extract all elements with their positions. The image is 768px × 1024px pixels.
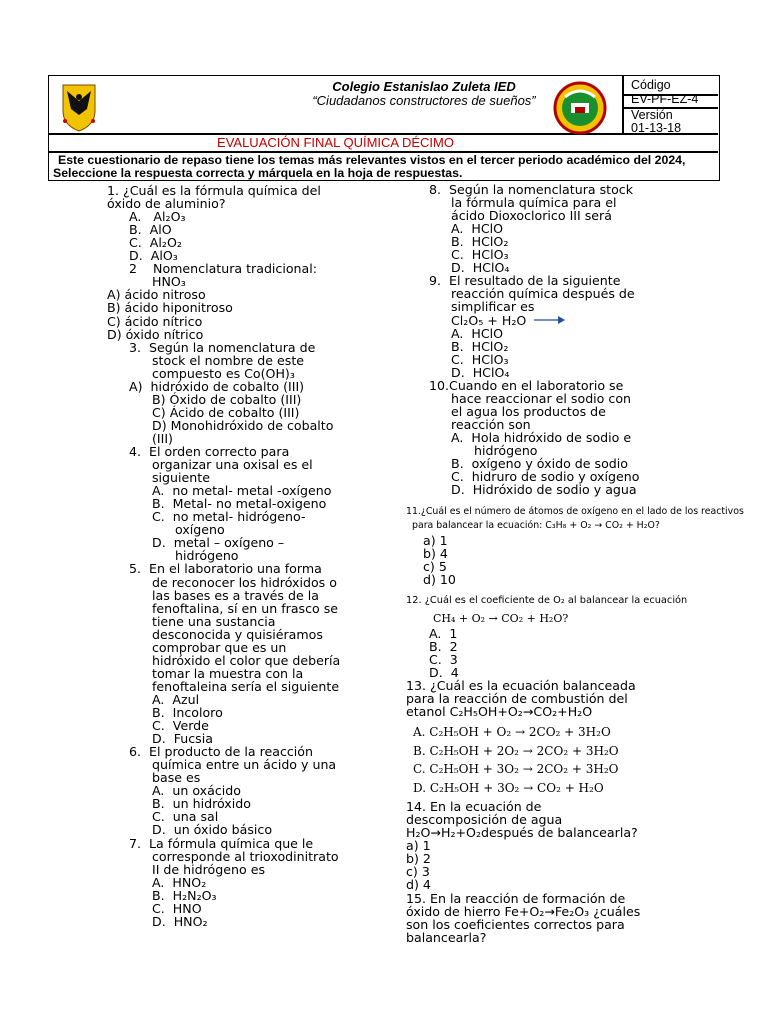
question-text-line: tomar la muestra con la bbox=[152, 665, 304, 681]
question-text-line: B. Metal- no metal-oxigeno bbox=[152, 496, 327, 512]
question-text-line: B. AlO bbox=[129, 222, 172, 238]
question-text-line: C. Verde bbox=[152, 718, 209, 734]
question-text-line: B. HClO₂ bbox=[451, 338, 509, 354]
question-text-line: Cl₂O₅ + H₂O bbox=[451, 312, 527, 328]
q14-line: 14. En la ecuación de bbox=[406, 799, 542, 814]
q11-prompt-line1: 11.¿Cuál es el número de átomos de oxígeno en el lado de los reactivos bbox=[406, 506, 744, 517]
q12-prompt-line1: 12. ¿Cuál es el coeficiente de O₂ al balancear la ecuación bbox=[406, 595, 688, 606]
question-text-line: comprobar que es un bbox=[152, 639, 287, 655]
q13-option: A. C₂H₅OH + O₂ → 2CO₂ + 3H₂O bbox=[413, 725, 611, 739]
question-text-line: hidrógeno bbox=[474, 443, 538, 458]
question-text-line: (III) bbox=[152, 430, 173, 446]
question-text-line: las bases es a través de la bbox=[152, 587, 319, 603]
question-text-line: base es bbox=[152, 770, 201, 786]
q14-line: a) 1 bbox=[406, 838, 431, 854]
question-text-line: reacción son bbox=[451, 416, 531, 432]
question-text-line: C. una sal bbox=[152, 809, 219, 825]
question-text-line: D. HClO₄ bbox=[451, 364, 510, 380]
q15-line: óxido de hierro Fe+O₂→Fe₂O₃ ¿cuáles bbox=[406, 904, 641, 920]
school-crest-logo bbox=[553, 81, 607, 135]
q13-prompt-line: para la reacción de combustión del bbox=[406, 691, 628, 707]
question-text-line: oxígeno bbox=[175, 522, 225, 538]
question-text-line: organizar una oxisal es el bbox=[152, 457, 313, 473]
question-text-line: 5. En el laboratorio una forma bbox=[129, 561, 322, 577]
question-text-line: D. metal – oxígeno – bbox=[152, 535, 285, 551]
question-text-line: stock el nombre de este bbox=[152, 352, 305, 368]
q12-option: D. 4 bbox=[429, 665, 459, 681]
question-text-line: C. no metal- hidrógeno- bbox=[152, 509, 306, 525]
question-text-line: 9. El resultado de la siguiente bbox=[429, 273, 621, 289]
code-value: EV-PF-EZ-4 bbox=[631, 92, 699, 106]
question-text-line: 8. Según la nomenclatura stock bbox=[429, 182, 634, 197]
q11-option: a) 1 bbox=[423, 533, 448, 548]
question-text-line: compuesto es Co(OH)₃ bbox=[152, 365, 295, 381]
question-text-line: hidróxido el color que debería bbox=[152, 652, 341, 668]
question-text-line: B) Óxido de cobalto (III) bbox=[152, 391, 302, 407]
question-text-line: reacción química después de bbox=[451, 286, 635, 302]
question-text-line: C) ácido nítrico bbox=[107, 313, 203, 329]
q11-prompt-line2: para balancear la ecuación: C₃H₈ + O₂ → CO₂ + H₂O? bbox=[412, 520, 660, 531]
question-text-line: D. AlO₃ bbox=[129, 248, 178, 264]
question-text-line: A. HClO bbox=[451, 325, 504, 341]
question-text-line: hace reaccionar el sodio con bbox=[451, 390, 632, 406]
bogota-coat-of-arms-logo bbox=[53, 81, 105, 133]
question-text-line: de reconocer los hidróxidos o bbox=[152, 574, 337, 590]
question-text-line: D. HNO₂ bbox=[152, 913, 208, 929]
exam-instructions: Este cuestionario de repaso tiene los temas más relevantes vistos en el tercer periodo académico del 2024, Seleccione la respuesta correcta y márquela en la hoja de respuestas. bbox=[53, 153, 686, 180]
q12-option: A. 1 bbox=[429, 626, 458, 641]
question-text-line: C. hidruro de sodio y oxígeno bbox=[451, 469, 640, 485]
question-text-line: A. HClO bbox=[451, 221, 504, 237]
q12-option: C. 3 bbox=[429, 652, 458, 668]
exam-title: EVALUACIÓN FINAL QUÍMICA DÉCIMO bbox=[217, 135, 454, 150]
school-motto: “Ciudadanos constructores de sueños” bbox=[312, 93, 536, 108]
question-text-line: A. Al₂O₃ bbox=[129, 209, 186, 225]
q14-line: H₂O→H₂+O₂después de balancearla? bbox=[406, 825, 638, 841]
q15-line: balancearla? bbox=[406, 930, 487, 946]
question-text-line: B. HClO₂ bbox=[451, 234, 509, 250]
question-text-line: D) óxido nítrico bbox=[107, 326, 204, 342]
question-text-line: C. Al₂O₂ bbox=[129, 235, 182, 251]
question-text-line: A. un oxácido bbox=[152, 783, 241, 799]
q15-line: son los coeficientes correctos para bbox=[406, 917, 625, 933]
question-text-line: 4. El orden correcto para bbox=[129, 444, 290, 459]
q13-option: D. C₂H₅OH + 3O₂ → CO₂ + H₂O bbox=[413, 780, 604, 795]
question-text-line: C) Ácido de cobalto (III) bbox=[152, 404, 300, 420]
version-label: Versión bbox=[631, 108, 673, 122]
q13-prompt-line: 13. ¿Cuál es la ecuación balanceada bbox=[406, 678, 636, 693]
q11-option: d) 10 bbox=[423, 572, 456, 588]
question-text-line: 10.Cuando en el laboratorio se bbox=[429, 377, 624, 393]
question-text-line: 7. La fórmula química que le bbox=[129, 835, 314, 851]
question-text-line: fenoftalina, sí en un frasco se bbox=[152, 600, 339, 616]
q11-option: b) 4 bbox=[423, 546, 448, 562]
question-text-line: simplificar es bbox=[451, 299, 535, 315]
question-text-line: D. Hidróxido de sodio y agua bbox=[451, 482, 637, 498]
q15-line: 15. En la reacción de formación de bbox=[406, 891, 626, 906]
question-text-line: 2 Nomenclatura tradicional: bbox=[129, 261, 318, 277]
header-table bbox=[48, 75, 720, 181]
q13-option: C. C₂H₅OH + 3O₂ → 2CO₂ + 3H₂O bbox=[413, 762, 619, 776]
question-text-line: corresponde al trioxodinitrato bbox=[152, 848, 339, 864]
question-text-line: B. Incoloro bbox=[152, 705, 223, 720]
question-text-line: A. no metal- metal -oxígeno bbox=[152, 483, 332, 499]
question-text-line: 6. El producto de la reacción bbox=[129, 744, 313, 760]
q14-line: b) 2 bbox=[406, 851, 431, 867]
reaction-arrow-icon bbox=[534, 315, 566, 325]
q14-line: d) 4 bbox=[406, 877, 431, 893]
q14-line: descomposición de agua bbox=[406, 812, 563, 828]
question-text-line: B) ácido hiponitroso bbox=[107, 300, 233, 316]
q13-option: B. C₂H₅OH + 2O₂ → 2CO₂ + 3H₂O bbox=[413, 743, 619, 758]
question-text-line: D. HClO₄ bbox=[451, 260, 510, 276]
question-text-line: 1. ¿Cuál es la fórmula química del bbox=[107, 183, 321, 198]
code-label: Código bbox=[631, 78, 671, 92]
version-value: 01-13-18 bbox=[631, 121, 682, 135]
q12-prompt-line2: CH₄ + O₂ → CO₂ + H₂O? bbox=[433, 612, 569, 625]
question-text-line: HNO₃ bbox=[152, 274, 186, 290]
q13-prompt-line: etanol C₂H₅OH+O₂→CO₂+H₂O bbox=[406, 704, 593, 720]
q12-option: B. 2 bbox=[429, 639, 458, 655]
question-text-line: tiene una sustancia bbox=[152, 613, 276, 629]
question-text-line: C. HClO₃ bbox=[451, 247, 509, 263]
q11-option: c) 5 bbox=[423, 559, 447, 575]
question-text-line: D. Fucsia bbox=[152, 731, 213, 747]
question-text-line: B. H₂N₂O₃ bbox=[152, 887, 217, 903]
question-text-line: A) hidróxido de cobalto (III) bbox=[129, 378, 305, 394]
question-text-line: A. HNO₂ bbox=[152, 874, 207, 890]
question-text-line: óxido de aluminio? bbox=[107, 196, 226, 212]
question-text-line: siguiente bbox=[152, 470, 210, 486]
question-text-line: 3. Según la nomenclatura de bbox=[129, 339, 316, 355]
question-text-line: desconocida y quisiéramos bbox=[152, 626, 323, 642]
question-text-line: C. HClO₃ bbox=[451, 351, 509, 367]
q14-line: c) 3 bbox=[406, 864, 430, 880]
question-text-line: B. oxígeno y óxido de sodio bbox=[451, 456, 628, 472]
question-text-line: C. HNO bbox=[152, 900, 202, 916]
question-text-line: química entre un ácido y una bbox=[152, 757, 337, 773]
question-text-line: fenoftaleina sería el siguiente bbox=[152, 678, 340, 694]
question-text-line: la fórmula química para el bbox=[451, 195, 617, 211]
question-text-line: A) ácido nitroso bbox=[107, 287, 206, 303]
question-text-line: D) Monohidróxido de cobalto bbox=[152, 417, 334, 433]
question-text-line: A. Hola hidróxido de sodio e bbox=[451, 429, 632, 445]
question-text-line: hidrógeno bbox=[175, 548, 239, 564]
school-name: Colegio Estanislao Zuleta IED bbox=[332, 79, 516, 94]
question-text-line: D. un óxido básico bbox=[152, 822, 273, 838]
question-text-line: ácido Dioxoclorico III será bbox=[451, 208, 612, 224]
question-text-line: el agua los productos de bbox=[451, 403, 606, 419]
question-text-line: II de hidrógeno es bbox=[152, 861, 265, 877]
header-divider bbox=[622, 76, 624, 134]
question-text-line: A. Azul bbox=[152, 691, 200, 707]
question-text-line: B. un hidróxido bbox=[152, 796, 251, 812]
